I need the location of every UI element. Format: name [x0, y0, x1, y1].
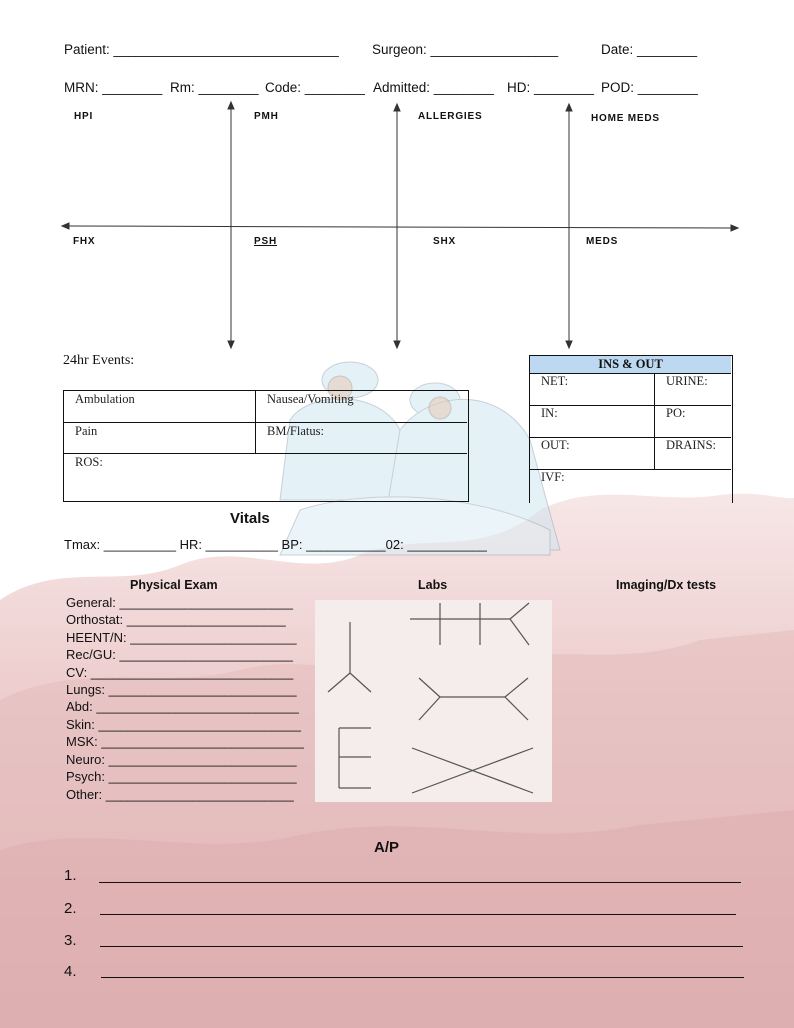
shx-label: SHX [433, 236, 456, 247]
ap-number-4: 4. [64, 963, 77, 980]
allergies-label: ALLERGIES [418, 111, 483, 122]
pain-cell[interactable]: Pain [75, 424, 98, 438]
imaging-title: Imaging/Dx tests [616, 578, 717, 592]
exam-skin[interactable]: Skin: ____________________________ [66, 717, 301, 732]
exam-msk[interactable]: MSK: ____________________________ [66, 734, 304, 749]
ambulation-cell[interactable]: Ambulation [75, 392, 135, 406]
e-fishbone [339, 728, 371, 788]
lab-fishbone-diagrams [315, 600, 552, 802]
code-field[interactable]: Code: ________ [265, 80, 365, 95]
bmp-fishbone [410, 603, 529, 645]
ap-line-3[interactable] [100, 946, 743, 947]
home-meds-label: HOME MEDS [591, 113, 660, 124]
events-title: 24hr Events: [63, 353, 135, 368]
ap-number-1: 1. [64, 867, 77, 884]
exam-abd[interactable]: Abd: ____________________________ [66, 699, 299, 714]
fhx-label: FHX [73, 236, 96, 247]
ap-title: A/P [374, 839, 400, 856]
admitted-field[interactable]: Admitted: ________ [373, 80, 494, 95]
surgeon-field[interactable]: Surgeon: _________________ [372, 42, 559, 57]
ap-line-1[interactable] [99, 882, 741, 883]
cbc-fishbone [419, 678, 528, 720]
hd-field[interactable]: HD: ________ [507, 80, 595, 95]
ros-cell[interactable]: ROS: [75, 455, 103, 469]
bm-flatus-cell[interactable]: BM/Flatus: [267, 424, 324, 438]
history-grid-lines [0, 100, 794, 350]
pmh-label: PMH [254, 111, 279, 122]
exam-general[interactable]: General: ________________________ [66, 595, 293, 610]
y-fishbone [328, 622, 371, 692]
ins-out-title: INS & OUT [530, 356, 731, 374]
exam-orthostat[interactable]: Orthostat: ______________________ [66, 612, 286, 627]
out-cell[interactable]: OUT: [541, 438, 570, 452]
pod-field[interactable]: POD: ________ [601, 80, 698, 95]
date-field[interactable]: Date: ________ [601, 42, 698, 57]
nausea-vomiting-cell[interactable]: Nausea/Vomiting [267, 392, 354, 406]
urine-cell[interactable]: URINE: [666, 374, 708, 388]
in-cell[interactable]: IN: [541, 406, 558, 420]
net-cell[interactable]: NET: [541, 374, 569, 388]
ap-number-3: 3. [64, 932, 77, 949]
coag-fishbone [412, 748, 533, 793]
events-divider [64, 422, 467, 423]
events-table [63, 390, 469, 502]
vitals-line[interactable]: Tmax: __________ HR: __________ BP: ___________02: ___________ [64, 537, 487, 552]
ins-out-divider [530, 405, 731, 406]
exam-rec-gu[interactable]: Rec/GU: ________________________ [66, 647, 293, 662]
ap-number-2: 2. [64, 900, 77, 917]
ap-line-2[interactable] [100, 914, 736, 915]
mrn-field[interactable]: MRN: ________ [64, 80, 163, 95]
events-divider [64, 453, 467, 454]
exam-cv[interactable]: CV: ____________________________ [66, 665, 294, 680]
exam-neuro[interactable]: Neuro: __________________________ [66, 752, 297, 767]
vitals-title: Vitals [230, 510, 270, 527]
ap-line-4[interactable] [101, 977, 744, 978]
exam-psych[interactable]: Psych: __________________________ [66, 769, 297, 784]
room-field[interactable]: Rm: ________ [170, 80, 259, 95]
meds-label: MEDS [586, 236, 619, 247]
physical-exam-title: Physical Exam [130, 578, 218, 592]
hpi-label: HPI [74, 111, 94, 122]
drains-cell[interactable]: DRAINS: [666, 438, 717, 452]
ivf-cell[interactable]: IVF: [541, 470, 565, 484]
psh-label: PSH [254, 236, 277, 247]
exam-heent[interactable]: HEENT/N: _______________________ [66, 630, 297, 645]
ins-out-table [529, 355, 733, 503]
patient-field[interactable]: Patient: ______________________________ [64, 42, 339, 57]
po-cell[interactable]: PO: [666, 406, 686, 420]
ins-out-divider [654, 373, 655, 469]
exam-lungs[interactable]: Lungs: __________________________ [66, 682, 297, 697]
labs-title: Labs [418, 578, 448, 592]
exam-other[interactable]: Other: __________________________ [66, 787, 294, 802]
labs-panel [315, 600, 552, 802]
